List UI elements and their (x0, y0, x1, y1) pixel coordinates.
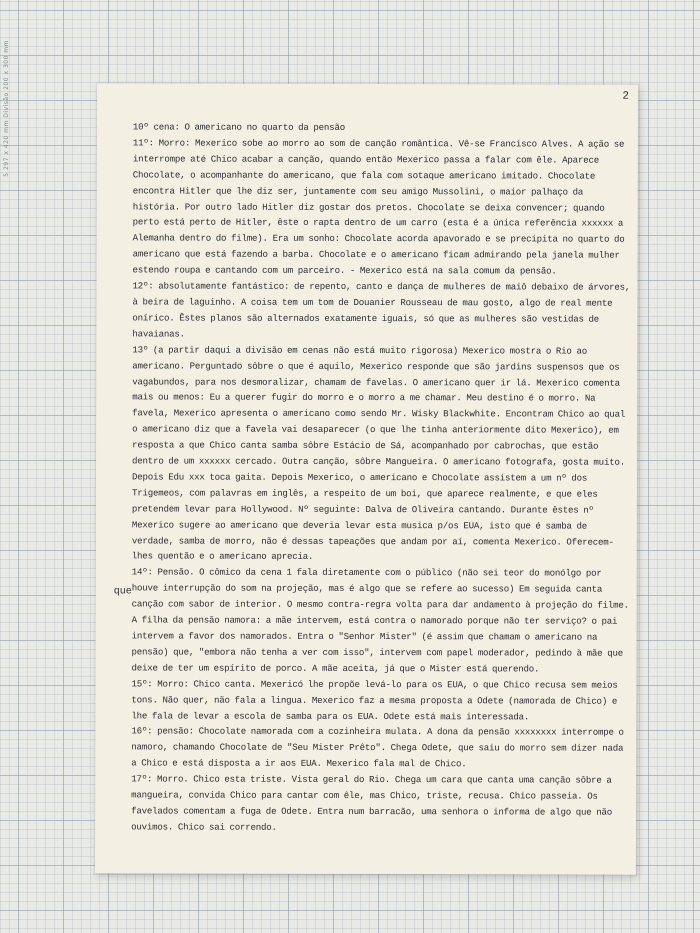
scene-12-paragraph: 12º: absolutamente fantástico: de repento, canto e dança de mulheres de maiô debaixo de árvores, à beira de laguinho. A coisa tem um tom de Douanier Rousseau de mau gosto, algo de real mente onírico. Êstes planos são alternados exatamente iguais, só que as mulheres são vestidas de havaianas. (132, 280, 631, 340)
page-number: 2 (622, 90, 630, 103)
scene-14-paragraph: 14º: Pensão. O cômico da cena 1 fala diretamente com o público (não sei teor do monólgo por houve interrupção do som na projeção, mas é algo que se refere ao sucesso) Em seguida canta canção com sabor de interior. O mesmo contra-regra volta para dar andamento à projeção do filme. A filha da pensão namora: a mãe intervem, está contra o namorado porque não ter serviço? o pai intervem a favor dos namorados. Entra o "Senhor Mister" (é assim que chamam o americano na pensão) que, "embora não tenha a ver com isso", intervem com papel moderador, pedindo à mãe que deixe de ter um espírito de porco. A mãe aceita, já que o Mister está querendo. (131, 566, 629, 675)
document-body (131, 119, 631, 836)
margin-note: que (113, 586, 132, 598)
scene-11-paragraph: 11º: Morro: Mexerico sobe ao morro ao som de canção romântica. Vê-se Francisco Alves. A ação se interrompe até Chico acabar a canção, quando então Mexerico passa a falar com êle. Aparece Chocolate, o acompanhante do americano, que fala com sotaque americano imitado. Chocolate encontra Hitler que lhe diz ser, juntamente com seu amigo Mussolini, o maior palhaço da história. Por outro lado Hitler diz gostar dos pretos. Chocolate se deixa convencer; quando perto está perto de Hitler, êste o rapta dentro de um carro (esta é a única referência xxxxxx a Alemanha dentro do filme). Era um sonho: Chocolate acorda apavorado e se precipita no quarto do americano que está fazendo a barba. Chocolate e o americano ficam admirando pela janela mulher estendo roupa e cantando com um parceiro. - Mexerico está na sala comum da pensão. (132, 137, 625, 277)
scene-17-paragraph: 17º: Morro. Chico esta triste. Vista geral do Rio. Chega um cara que canta uma canção sôbre a mangueira, convida Chico para cantar com êle, mas Chico, triste, recusa. Chico passeia. Os favelados comentam a fuga de Odete. Entra num barracão, uma senhora o informa de algo que não ouvimos. Chico sai correndo. (131, 773, 613, 833)
scene-10-heading: 10º cena: O americano no quarto da pensão (132, 121, 345, 133)
typewritten-page (95, 83, 638, 874)
scene-15-paragraph: 15º: Morro: Chico canta. Mexericó lhe propõe levá-lo para os EUA, o que Chico recusa sem meios tons. Não quer, não fala a lingua. Mexerico faz a mesma proposta a Odete (namorada de Chico) e lhe fala de levar a escola de samba para os EUA. Odete está mais interessada. (131, 678, 618, 722)
scene-13-paragraph: 13º (a partir daqui a divisão em cenas não está muito rigorosa) Mexerico mostra o Rio ao americano. Perguntado sôbre o que é aquilo, Mexerico responde que são jardins suspensos que os vagabundos, para nos desmoralizar, chamam de favelas. O americano quer ir lá. Mexerico comenta mais ou menos: Eu a querer fugir do morro e o morro a me chamar. Meu destino é o morro. Na favela, Mexerico apresenta o americano como sendo Mr. Wisky Blackwhite. Encontram Chico ao qual o americano diz que a favela vai desaparecer (o que lhe tinha anteriormente dito Mexerico), em resposta a que Chico canta samba sôbre Estácio de Sá, acompanhado por cabrochas, que estão dentro de um xxxxxx cercado. Outra canção, sôbre Mangueira. O americano fotografa, gosta muito. Depois Edu xxx toca gaita. Depois Mexerico, o americano e Chocolate assistem a um nº dos Trigemeos, com palavras em inglês, a respeito de um boi, que aparece realmente, e que eles pretendem levar para Hollywood. Nº seguinte: Dalva de Oliveira cantando. Durante êstes nº Mexerico sugere ao americano que deveria levar esta musica p/os EUA, isto que é samba de verdade, samba de morro, não é dessas tapeações que andam por aí, comenta Mexerico. Oferecem-lhes quentão e o americano aprecia. (131, 344, 626, 563)
scene-16-paragraph: 16º: pensão: Chocolate namorada com a cozinheira mulata. A dona da pensão xxxxxxxx interrompe o namoro, chamando Chocolate de "Seu Mister Prêto". Chega Odete, que saiu do morro sem dizer nada a Chico e está disposta a ir aos EUA. Mexerico fala mal de Chico. (131, 725, 624, 770)
grid-paper-side-note: 5 297 x 420 mm Divisão 200 x 300 mm (3, 40, 10, 177)
